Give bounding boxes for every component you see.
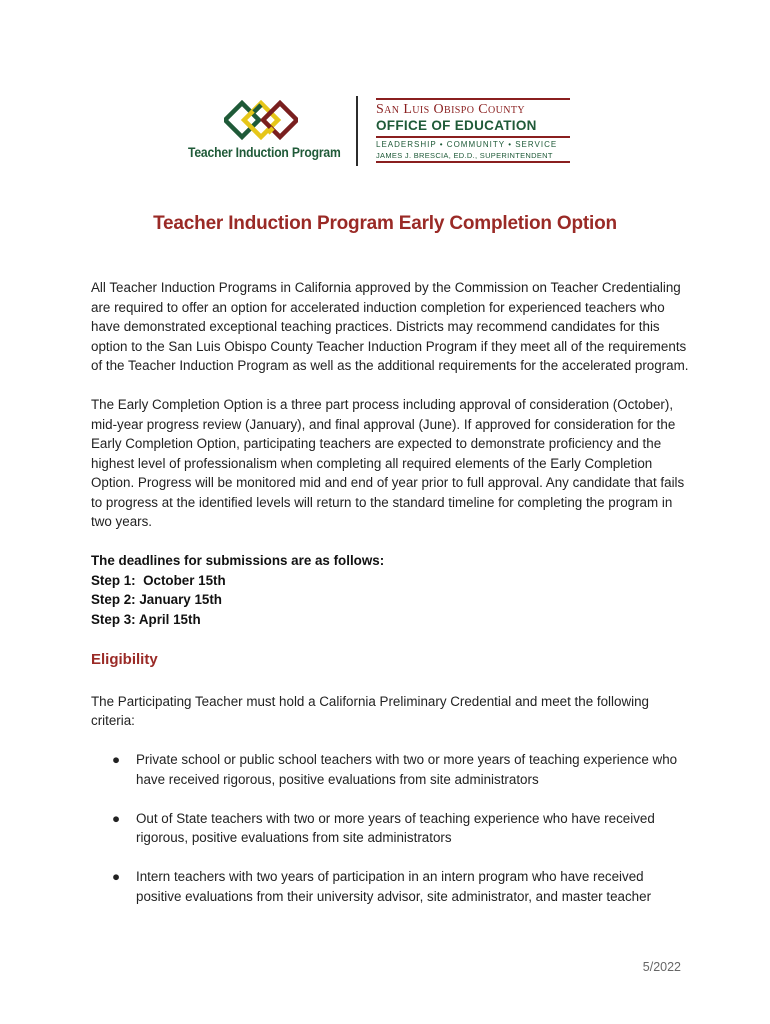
eligibility-criteria-list [91,750,691,906]
process-paragraph: The Early Completion Option is a three part process including approval of consideration (October), mid-year progress review (January), and final approval (June). If approved for consideration for the Early Completion Option, participating teachers are expected to demonstrate proficiency and the highest level of professionalism when completing all required elements of the Early Completion Option. Progress will be monitored mid and end of year prior to full approval. Any candidate that fails to progress at the identified levels will return to the standard timeline for completing the program in two years. [91,397,685,529]
logo-rule [376,161,570,163]
footer-date: 5/2022 [642,960,681,974]
eligibility-heading: Eligibility [91,651,158,668]
list-item [91,867,691,906]
header-divider [356,96,358,166]
document-title: Teacher Induction Program Early Completion Option [153,213,617,234]
logo-rule [376,136,570,138]
program-logo-text: Teacher Induction Program [188,145,341,160]
bullet-icon: ● [112,869,121,884]
deadline-step: Step 1: October 15th [91,572,226,588]
teacher-induction-program-logo [180,94,340,166]
office-name: OFFICE OF EDUCATION [376,118,537,133]
interlocking-diamonds-icon [224,100,298,144]
intro-paragraph: All Teacher Induction Programs in California approved by the Commission on Teacher Credentialing are required to offer an option for accelerated induction completion for experienced teachers who have demonstrated exceptional teaching practices. Districts may recommend candidates for this option to the San Luis Obispo County Teacher Induction Program if they meet all of the requirements of the Teacher Induction Program as well as the additional requirements for the accelerated program. [91,280,689,373]
eligibility-intro: The Participating Teacher must hold a California Preliminary Credential and meet the following criteria: [91,693,649,728]
office-motto: LEADERSHIP • COMMUNITY • SERVICE [376,140,558,149]
deadlines-heading: The deadlines for submissions are as follows: [91,553,385,568]
bullet-icon: ● [112,752,121,767]
bullet-icon: ● [112,810,121,826]
deadline-step: Step 2: January 15th [91,592,222,607]
list-item [91,750,691,789]
letterhead [180,94,580,168]
superintendent-name: JAMES J. BRESCIA, ED.D., SUPERINTENDENT [376,151,553,160]
deadline-step: Step 3: April 15th [91,611,201,627]
document-body [91,278,691,926]
list-item [91,809,691,848]
criterion-text: Intern teachers with two years of participation in an intern program who have received positive evaluations from their university advisor, site administrator, and master teacher [136,869,652,904]
slo-county-office-logo [376,98,572,162]
criterion-text: Out of State teachers with two or more years of teaching experience who have received rigorous, positive evaluations from site administrators [136,810,655,845]
county-name: San Luis Obispo County [376,102,525,117]
logo-rule [376,98,570,100]
deadlines-block [91,551,691,629]
criterion-text: Private school or public school teachers with two or more years of teaching experience who have received rigorous, positive evaluations from site administrators [136,752,678,787]
